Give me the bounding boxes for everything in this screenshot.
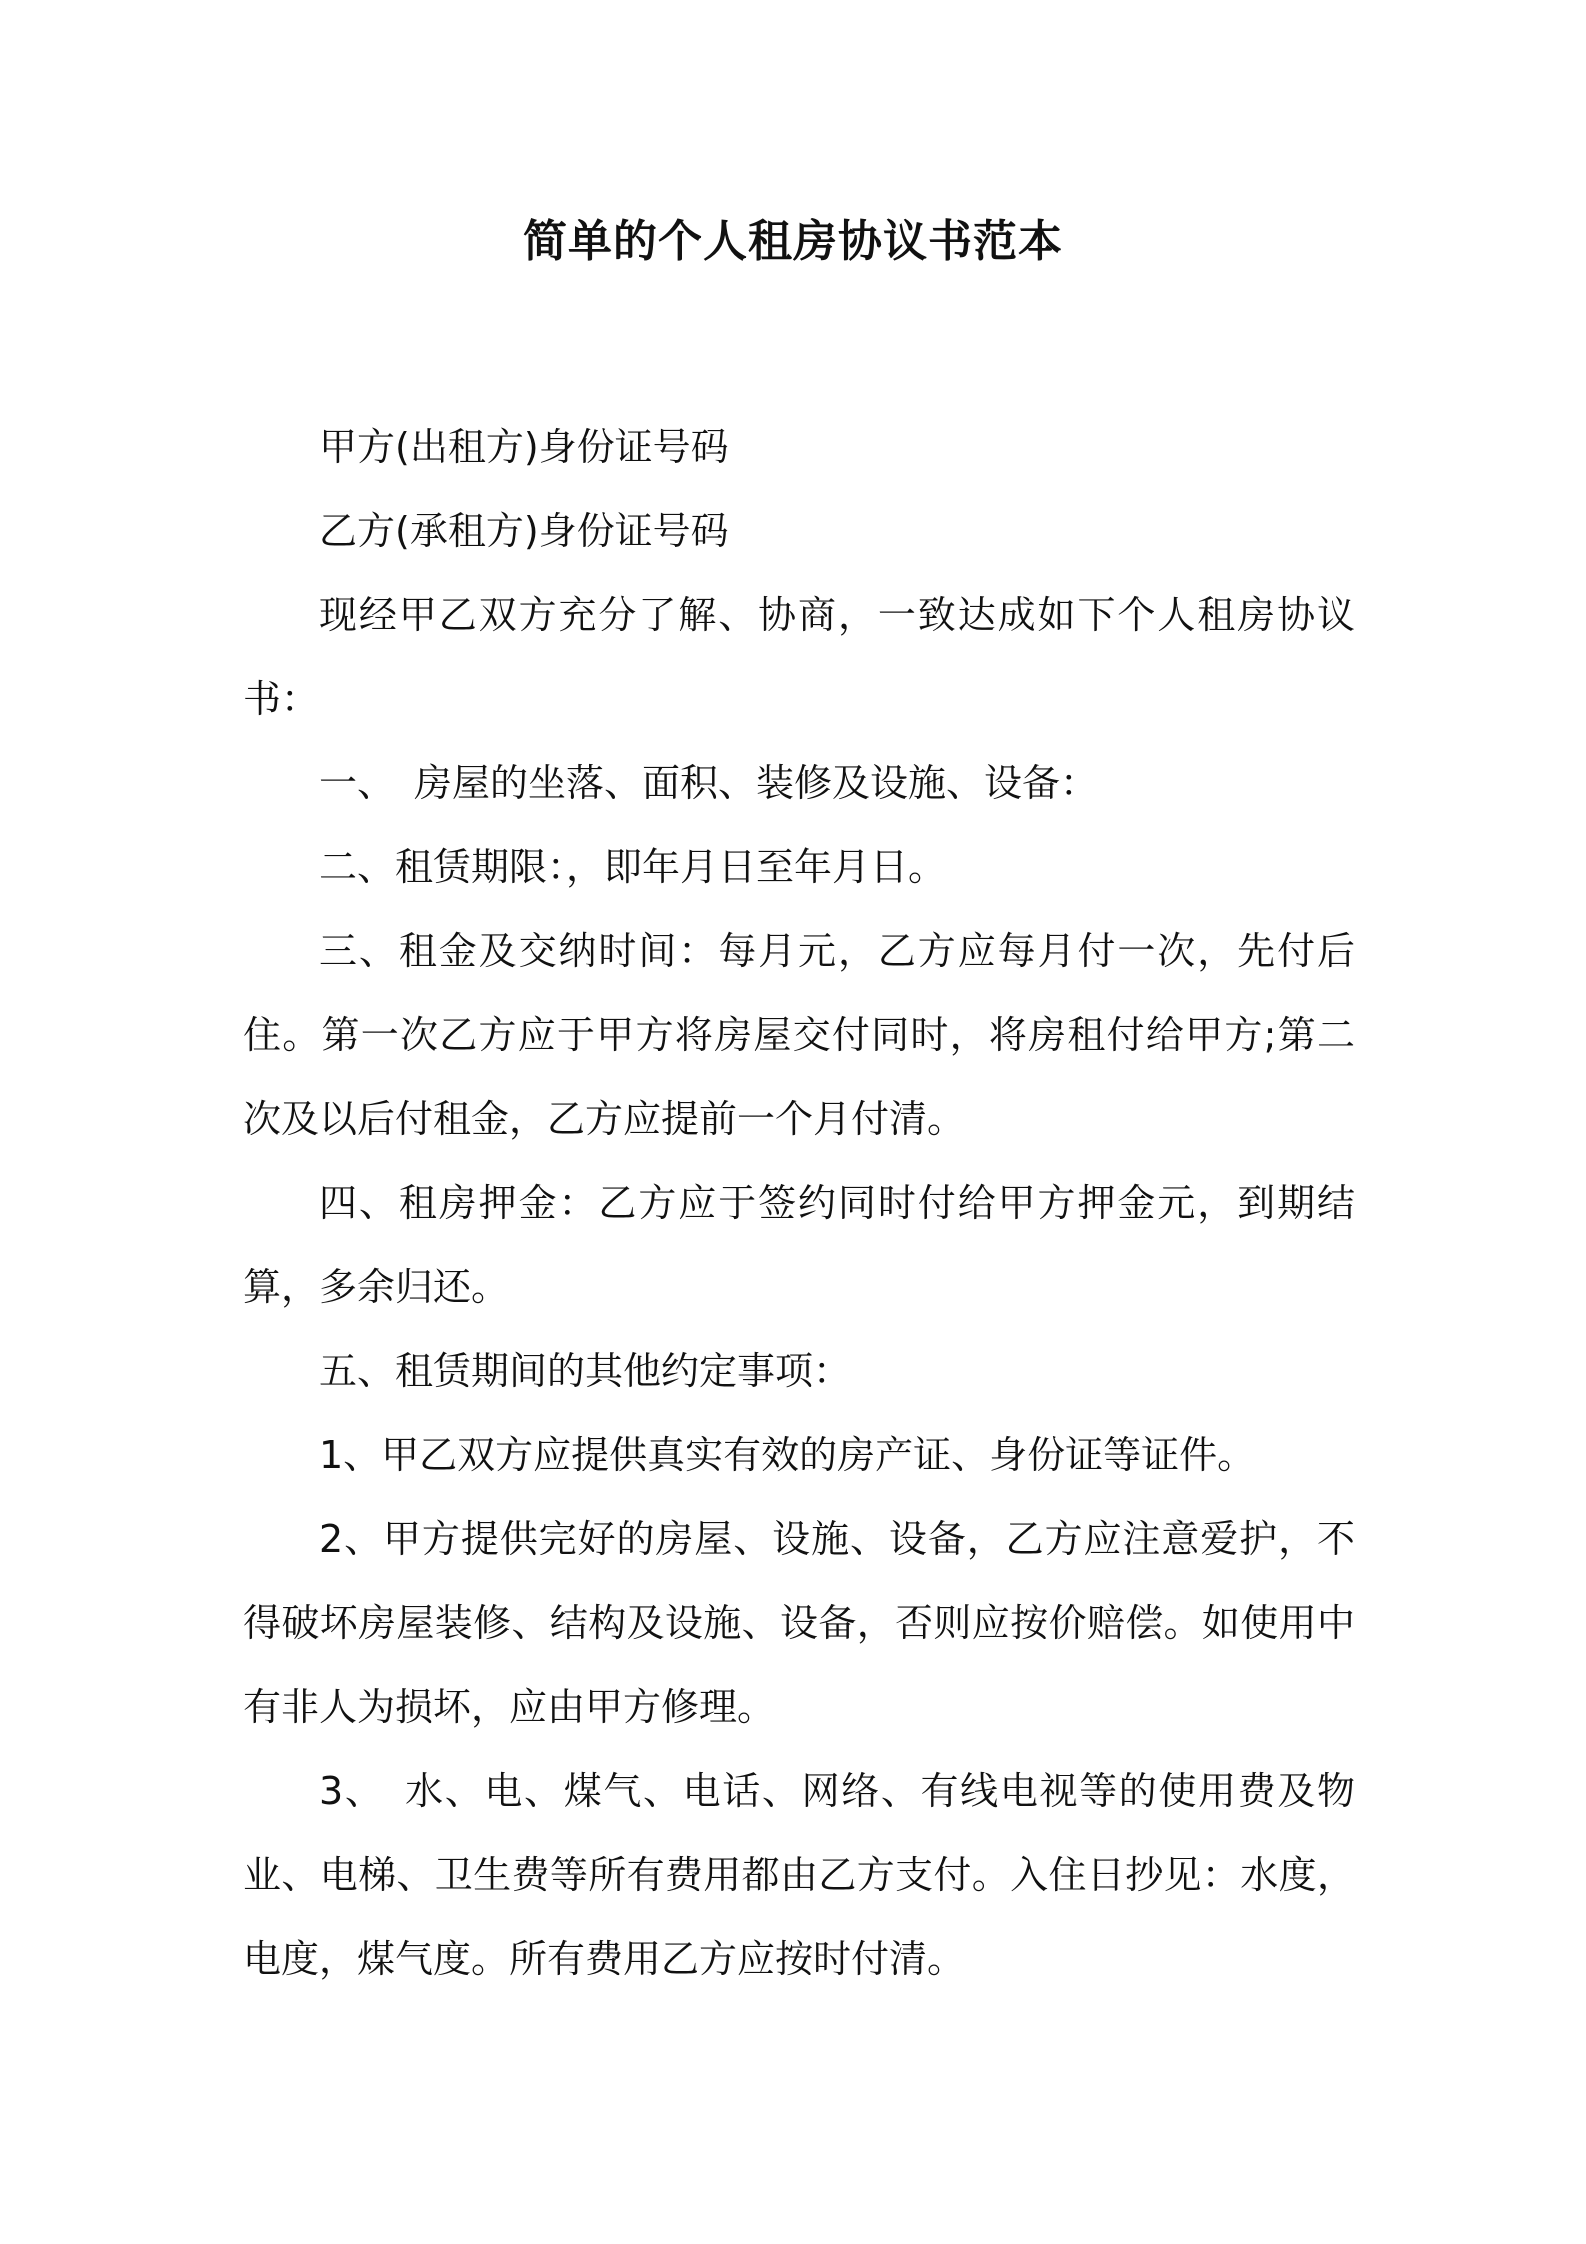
party-a-line: 甲方(出租方)身份证号码 bbox=[319, 425, 729, 469]
clause-3-rent-payment: 三、租金及交纳时间：每月元，乙方应每月付一次，先付后住。第一次乙方应于甲方将房屋交付同时，将房租付给甲方;第二次及以后付租金，乙方应提前一个月付清。 bbox=[243, 929, 1355, 1141]
clause-4-deposit: 四、租房押金：乙方应于签约同时付给甲方押金元，到期结算，多余归还。 bbox=[243, 1181, 1355, 1309]
preamble-paragraph: 现经甲乙双方充分了解、协商，一致达成如下个人租房协议书： bbox=[243, 593, 1355, 721]
clause-5-other-terms: 五、租赁期间的其他约定事项： bbox=[319, 1349, 852, 1393]
sub-clause-3: 3、 水、电、煤气、电话、网络、有线电视等的使用费及物业、电梯、卫生费等所有费用都由乙方支付。入住日抄见：水度，电度，煤气度。所有费用乙方应按时付清。 bbox=[243, 1769, 1355, 1981]
clause-1-house-info: 一、 房屋的坐落、面积、装修及设施、设备： bbox=[319, 761, 1099, 805]
sub-clause-2: 2、甲方提供完好的房屋、设施、设备，乙方应注意爱护，不得破坏房屋装修、结构及设施、设备，否则应按价赔偿。如使用中有非人为损坏，应由甲方修理。 bbox=[243, 1517, 1355, 1729]
party-b-line: 乙方(承租方)身份证号码 bbox=[319, 509, 729, 553]
document-body bbox=[243, 405, 1355, 2001]
document-title: 简单的个人租房协议书范本 bbox=[523, 216, 1063, 267]
sub-clause-1: 1、甲乙双方应提供真实有效的房产证、身份证等证件。 bbox=[319, 1433, 1256, 1477]
clause-2-lease-term: 二、租赁期限：，即年月日至年月日。 bbox=[319, 845, 947, 889]
